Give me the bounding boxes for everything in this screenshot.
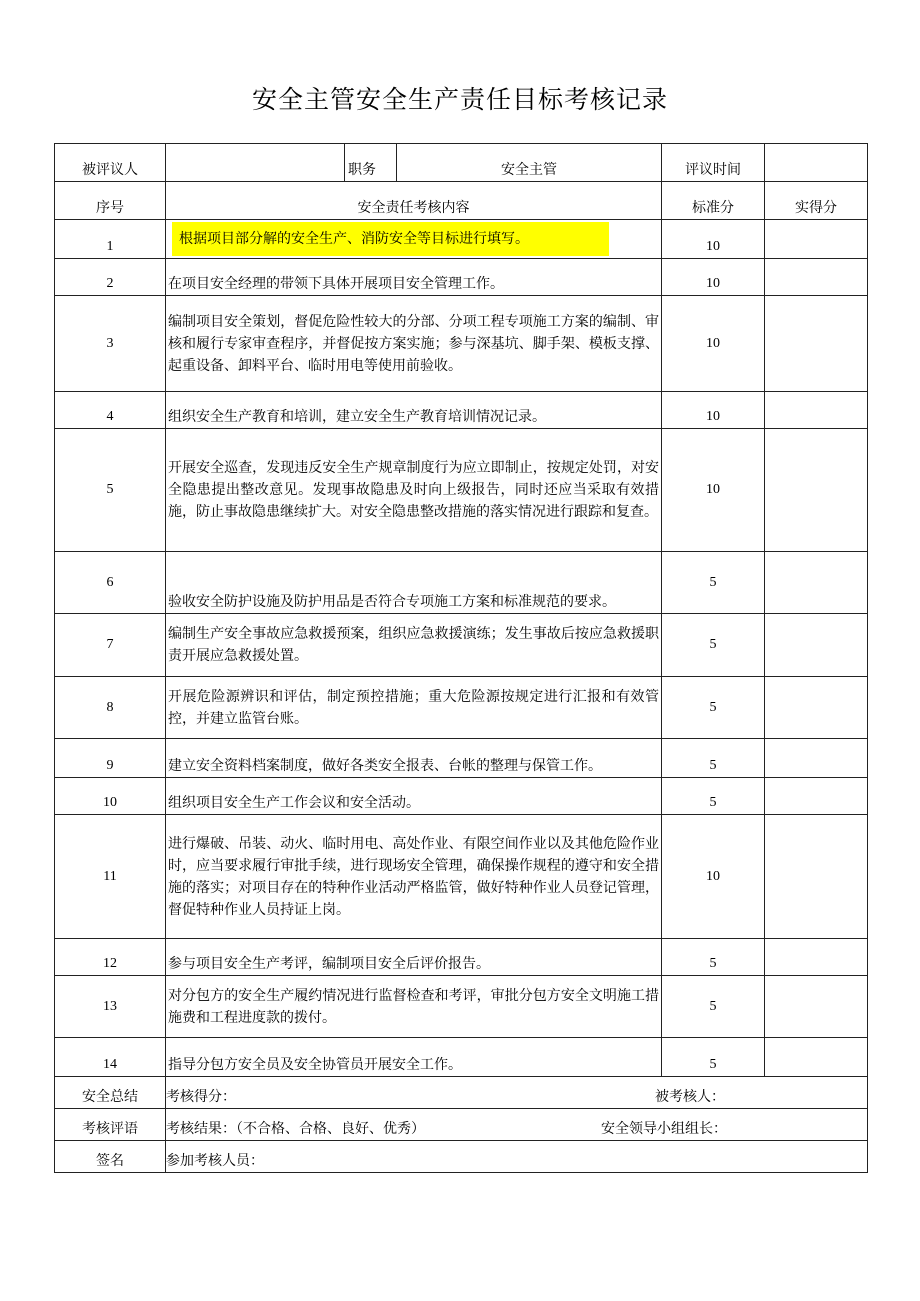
row-no: 7: [55, 614, 166, 677]
col-actual-header: 实得分: [765, 182, 868, 220]
row-no: 14: [55, 1038, 166, 1077]
time-label: 评议时间: [662, 144, 765, 182]
row-actual-score[interactable]: [765, 552, 868, 614]
row-no: 11: [55, 815, 166, 939]
header-row: [55, 144, 868, 182]
summary-label: 安全总结: [55, 1077, 166, 1109]
assessee-label: 被考核人：: [655, 1089, 725, 1105]
row-score: 5: [662, 1038, 765, 1077]
row-no: 8: [55, 677, 166, 739]
row-content: 编制生产安全事故应急救援预案，组织应急救援演练；发生事故后按应急救援职责开展应急救援处置。: [166, 614, 662, 677]
table-row: [55, 614, 868, 677]
evaluatee-value[interactable]: [166, 144, 345, 182]
table-row: [55, 220, 868, 259]
column-header-row: [55, 182, 868, 220]
row-no: 2: [55, 259, 166, 296]
row-actual-score[interactable]: [765, 429, 868, 552]
row-actual-score[interactable]: [765, 976, 868, 1038]
table-row: [55, 677, 868, 739]
position-label: 职务: [345, 144, 397, 182]
col-no-header: 序号: [55, 182, 166, 220]
row-actual-score[interactable]: [765, 392, 868, 429]
row-actual-score[interactable]: [765, 1038, 868, 1077]
row-content: 参与项目安全生产考评，编制项目安全后评价报告。: [166, 939, 662, 976]
row-score: 10: [662, 259, 765, 296]
table-row: [55, 976, 868, 1038]
row-content: 开展安全巡查，发现违反安全生产规章制度行为应立即制止，按规定处罚，对安全隐患提出整改意见。发现事故隐患及时向上级报告，同时还应当采取有效措施，防止事故隐患继续扩大。对安全隐患整改措施的落实情况进行跟踪和复查。: [166, 429, 662, 552]
row-score: 5: [662, 677, 765, 739]
row-no: 10: [55, 778, 166, 815]
comment-row: [55, 1109, 868, 1141]
row-actual-score[interactable]: [765, 815, 868, 939]
row-actual-score[interactable]: [765, 739, 868, 778]
row-content: 开展危险源辨识和评估，制定预控措施；重大危险源按规定进行汇报和有效管控，并建立监管台账。: [166, 677, 662, 739]
row-content: 在项目安全经理的带领下具体开展项目安全管理工作。: [166, 259, 662, 296]
result-label: 考核结果：（不合格、合格、良好、优秀）: [166, 1121, 425, 1137]
row-content: 建立安全资料档案制度，做好各类安全报表、台帐的整理与保管工作。: [166, 739, 662, 778]
table-row: [55, 778, 868, 815]
row-actual-score[interactable]: [765, 677, 868, 739]
table-row: [55, 815, 868, 939]
row-score: 5: [662, 778, 765, 815]
row-content: 指导分包方安全员及安全协管员开展安全工作。: [166, 1038, 662, 1077]
row-no: 9: [55, 739, 166, 778]
row-actual-score[interactable]: [765, 259, 868, 296]
page-title: 安全主管安全生产责任目标考核记录: [251, 85, 668, 114]
leader-label: 安全领导小组组长：: [601, 1121, 727, 1137]
evaluatee-label: 被评议人: [55, 144, 166, 182]
row-score: 5: [662, 739, 765, 778]
table-row: [55, 739, 868, 778]
assessment-table: [54, 143, 868, 1173]
row-content: 进行爆破、吊装、动火、临时用电、高处作业、有限空间作业以及其他危险作业时，应当要求履行审批手续，进行现场安全管理，确保操作规程的遵守和安全措施的落实；对项目存在的特种作业活动严格监管，做好特种作业人员登记管理，督促特种作业人员持证上岗。: [166, 815, 662, 939]
row-content: 组织项目安全生产工作会议和安全活动。: [166, 778, 662, 815]
row-no: 13: [55, 976, 166, 1038]
table-row: [55, 1038, 868, 1077]
sign-label: 签名: [55, 1141, 166, 1173]
row-no: 6: [55, 552, 166, 614]
row-score: 10: [662, 220, 765, 259]
row-no: 1: [55, 220, 166, 259]
row-score: 10: [662, 296, 765, 392]
row-score: 5: [662, 614, 765, 677]
table-row: [55, 296, 868, 392]
col-standard-header: 标准分: [662, 182, 765, 220]
col-content-header: 安全责任考核内容: [166, 182, 662, 220]
row-content: 验收安全防护设施及防护用品是否符合专项施工方案和标准规范的要求。: [166, 552, 662, 614]
summary-fields: [166, 1077, 868, 1109]
row-score: 10: [662, 392, 765, 429]
row-actual-score[interactable]: [765, 778, 868, 815]
sign-row: [55, 1141, 868, 1173]
table-row: [55, 939, 868, 976]
row-actual-score[interactable]: [765, 614, 868, 677]
row-score: 10: [662, 815, 765, 939]
score-label: 考核得分：: [166, 1089, 236, 1105]
row-actual-score[interactable]: [765, 296, 868, 392]
row-content: 对分包方的安全生产履约情况进行监督检查和考评，审批分包方安全文明施工措施费和工程进度款的拨付。: [166, 976, 662, 1038]
summary-row: [55, 1077, 868, 1109]
row-no: 5: [55, 429, 166, 552]
position-value[interactable]: 安全主管: [397, 144, 662, 182]
row-content: 编制项目安全策划，督促危险性较大的分部、分项工程专项施工方案的编制、审核和履行专家审查程序，并督促按方案实施；参与深基坑、脚手架、模板支撑、起重设备、卸料平台、临时用电等使用前验收。: [166, 296, 662, 392]
table-row: [55, 552, 868, 614]
row-score: 10: [662, 429, 765, 552]
row-no: 12: [55, 939, 166, 976]
row-actual-score[interactable]: [765, 220, 868, 259]
table-row: [55, 429, 868, 552]
participants-label: 参加考核人员：: [166, 1141, 868, 1173]
time-value[interactable]: [765, 144, 868, 182]
row-score: 5: [662, 552, 765, 614]
row-no: 3: [55, 296, 166, 392]
comment-fields: [166, 1109, 868, 1141]
row-content: 组织安全生产教育和培训，建立安全生产教育培训情况记录。: [166, 392, 662, 429]
table-row: [55, 392, 868, 429]
table-row: [55, 259, 868, 296]
row-actual-score[interactable]: [765, 939, 868, 976]
row-content: [166, 220, 662, 259]
highlighted-text: 根据项目部分解的安全生产、消防安全等目标进行填写。: [172, 222, 609, 256]
row-no: 4: [55, 392, 166, 429]
comment-label: 考核评语: [55, 1109, 166, 1141]
row-score: 5: [662, 976, 765, 1038]
row-score: 5: [662, 939, 765, 976]
